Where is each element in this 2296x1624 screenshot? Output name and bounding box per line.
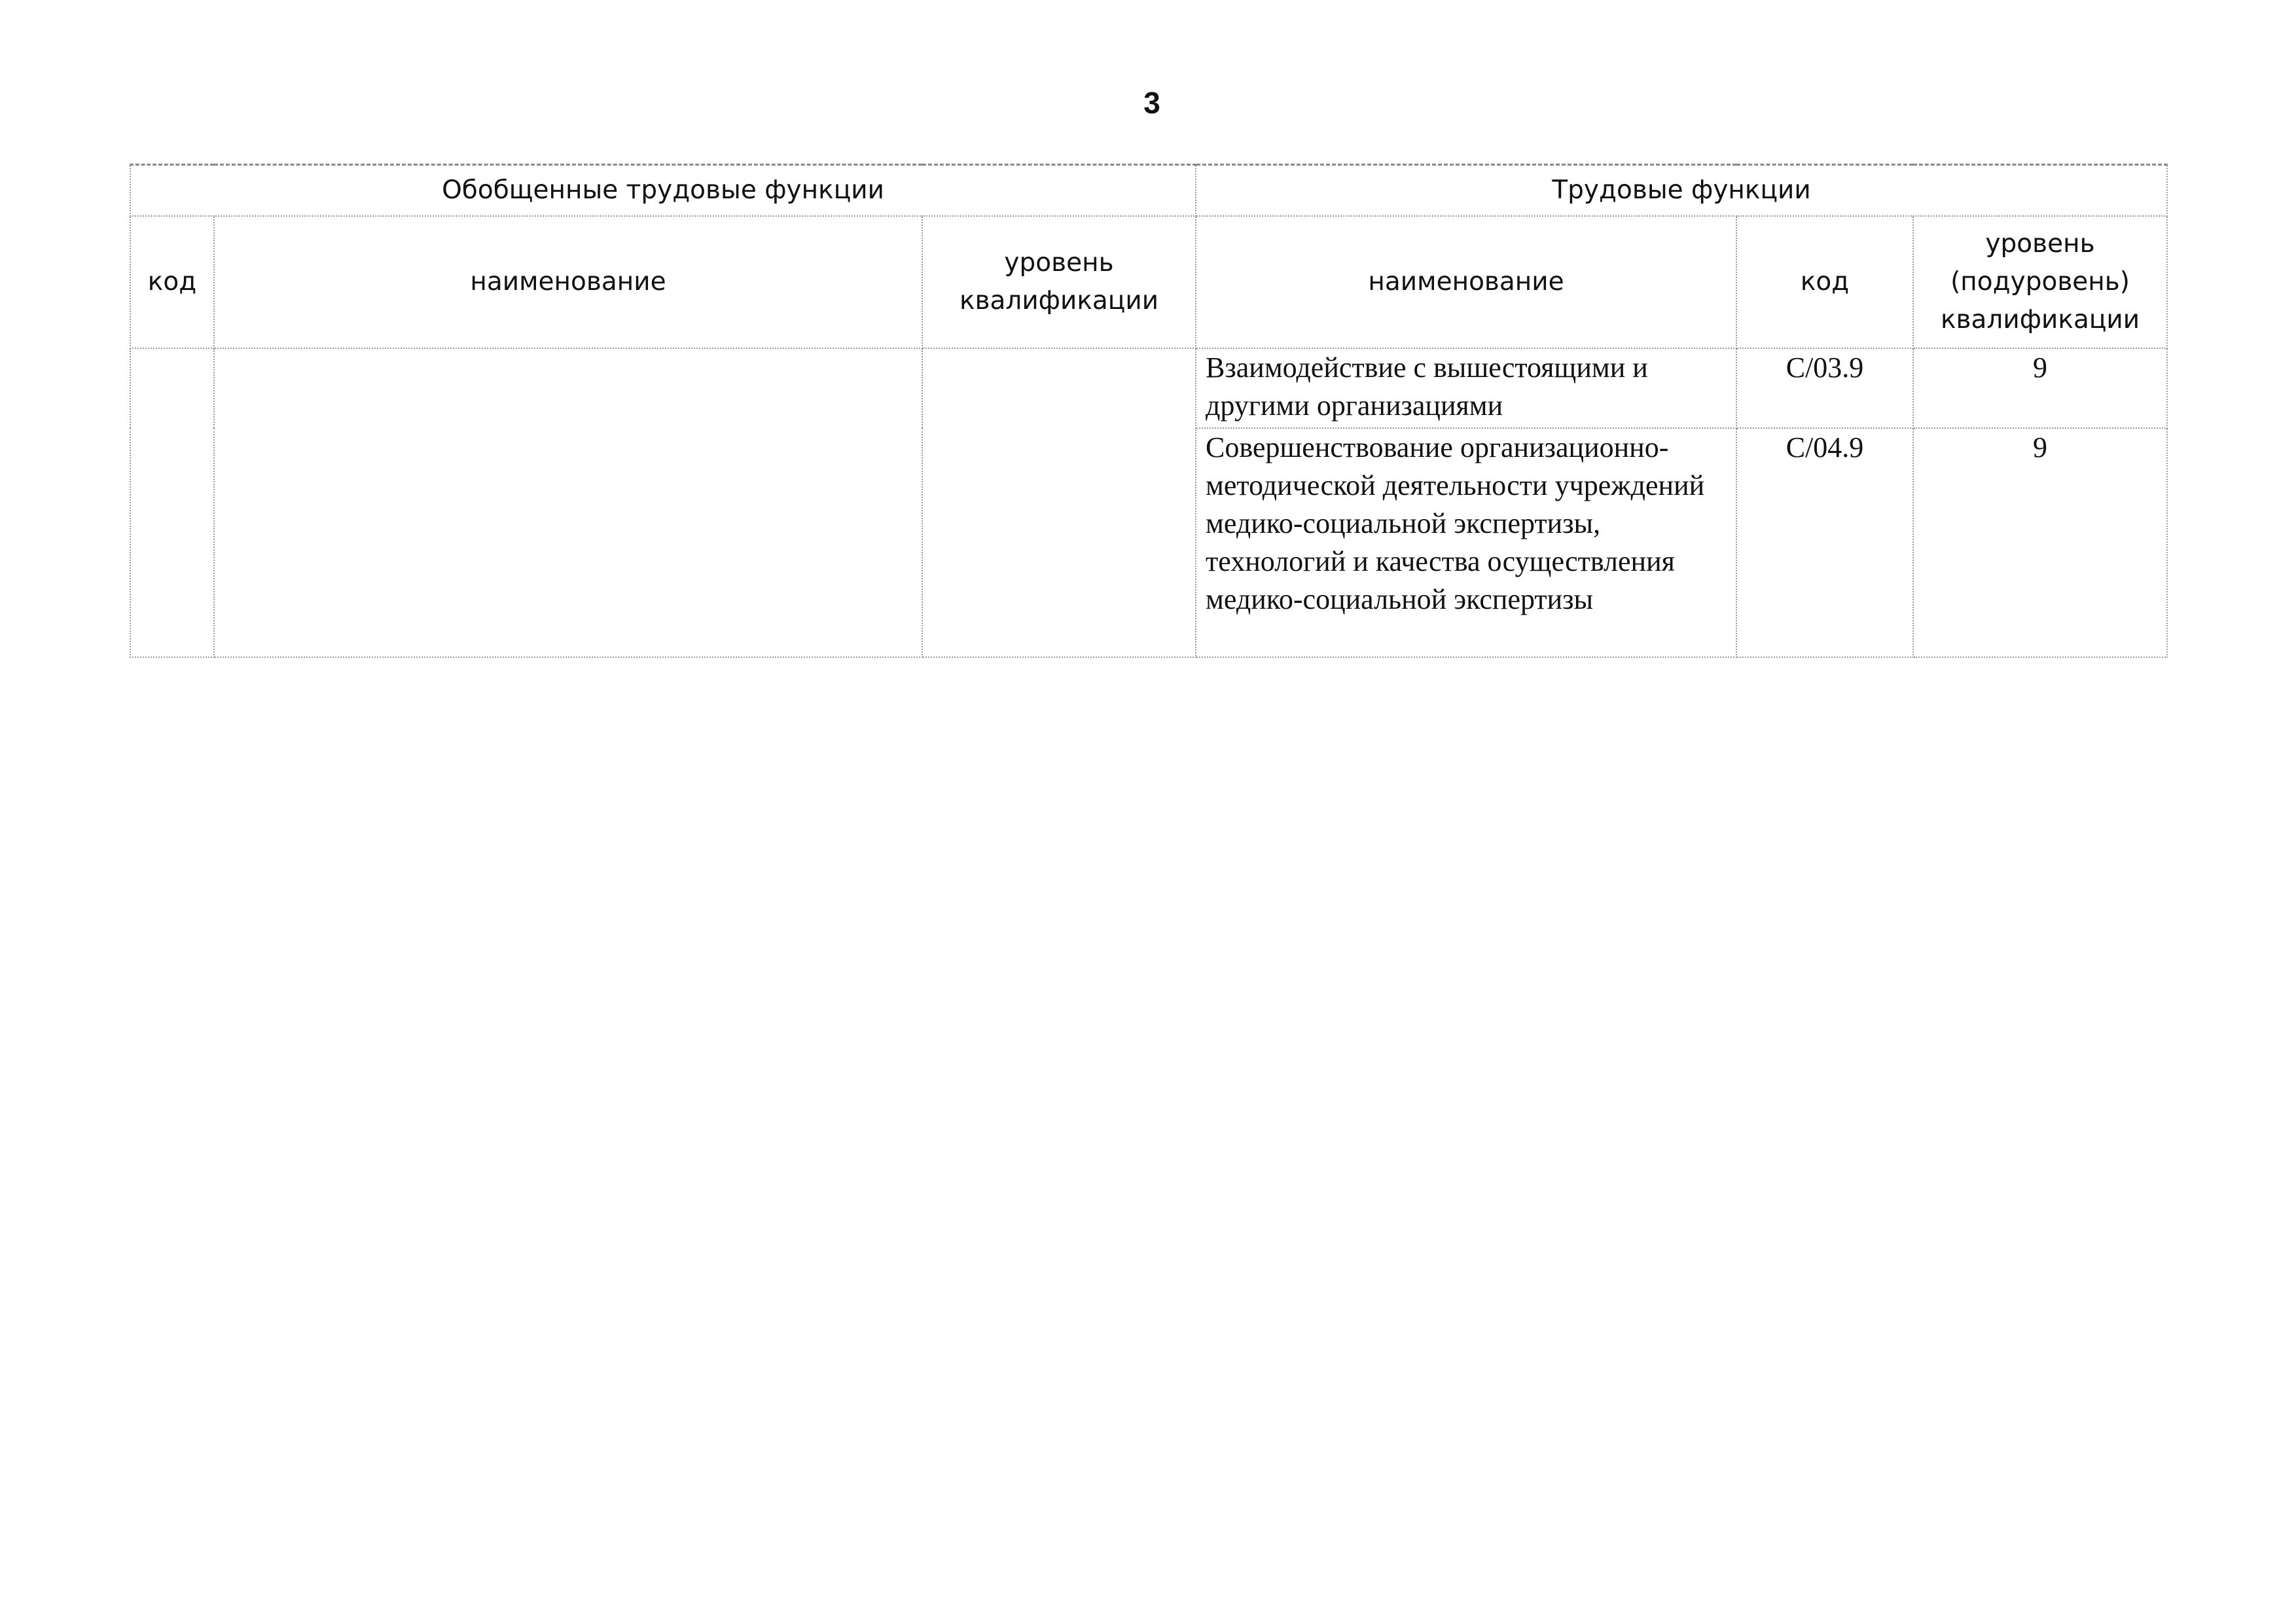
column-header-tf-name: наименование [1196,216,1736,348]
tf-level-cell: 9 [1913,348,2167,428]
column-header-name: наименование [214,216,922,348]
gtf-level-cell [922,348,1196,657]
tf-code-cell: С/04.9 [1736,428,1913,657]
tf-level-cell: 9 [1913,428,2167,657]
column-header-tf-code: код [1736,216,1913,348]
labor-functions-table [130,164,2168,658]
gtf-name-cell [214,348,922,657]
labor-functions-header: Трудовые функции [1196,165,2167,217]
page-number: 3 [1143,86,1160,120]
table-row [130,348,2167,428]
group-header-row [130,165,2167,217]
column-header-qualification-level: уровень квалификации [922,216,1196,348]
generalized-functions-header: Обобщенные трудовые функции [130,165,1196,217]
column-header-row [130,216,2167,348]
tf-name-cell: Совершенствование организационно-методической деятельности учреждений медико-социальной экспертизы, технологий и качества осуществления медико-социальной экспертизы [1196,428,1736,657]
column-header-tf-level: уровень (подуровень) квалификации [1913,216,2167,348]
gtf-code-cell [130,348,214,657]
column-header-code: код [130,216,214,348]
tf-code-cell: С/03.9 [1736,348,1913,428]
tf-name-cell: Взаимодействие с вышестоящими и другими организациями [1196,348,1736,428]
